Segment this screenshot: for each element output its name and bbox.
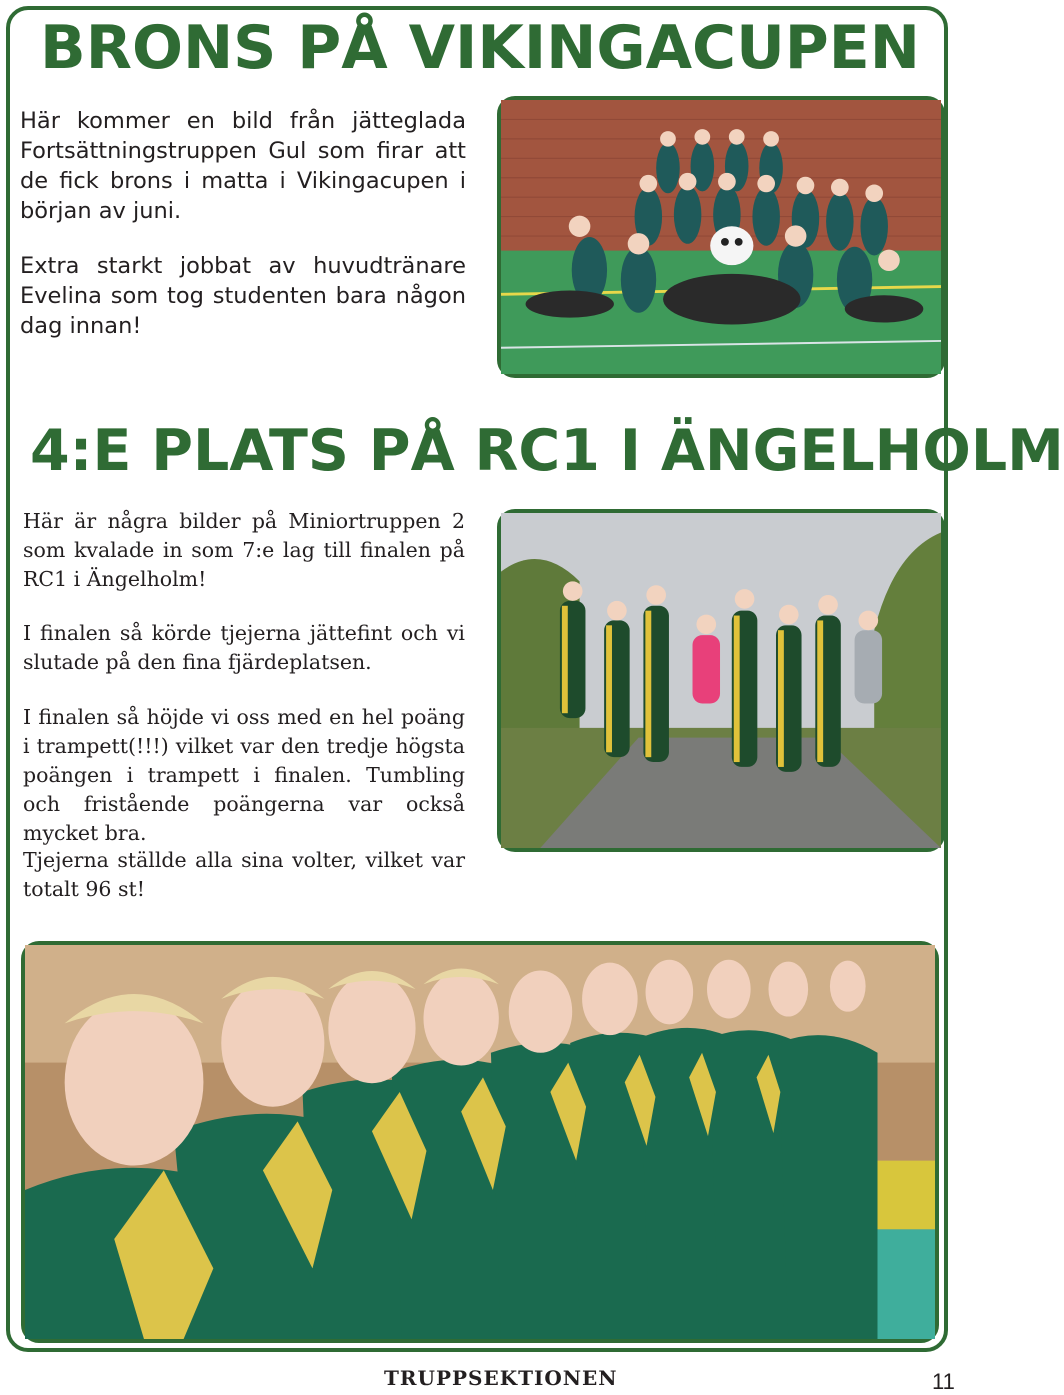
section2-paragraph-1: Här är några bilder på Miniortruppen 2 som kvalade in som 7:e lag till finalen på RC1 i Ängelholm! [23,509,465,591]
section2-paragraph-3: I finalen så höjde vi oss med en hel poäng i trampett(!!!) vilket var den tredje högsta poängen i trampett i finalen. Tumbling och fristående poängerna var också mycket bra. [23,705,465,845]
photo-team-bronze [497,96,945,378]
section1-paragraph-1: Här kommer en bild från jätteglada Fortsättningstruppen Gul som firar att de fick brons i matta i Vikingacupen i början av juni. [20,108,466,224]
section2-paragraph-4: Tjejerna ställde alla sina volter, vilket var totalt 96 st! [23,848,465,901]
section1-title: BRONS PÅ VIKINGACUPEN [40,13,920,83]
section2-paragraph-2: I finalen så körde tjejerna jättefint och vi slutade på den fina fjärdeplatsen. [23,621,465,674]
section2-title: 4:E PLATS PÅ RC1 I ÄNGELHOLM [30,418,1064,484]
photo-team-lineup [21,941,939,1343]
photo-team-jumping [497,509,945,852]
section1-paragraph-2: Extra starkt jobbat av huvudtränare Evelina som tog studenten bara någon dag innan! [20,253,466,339]
footer-section-label: TRUPPSEKTIONEN [384,1366,618,1390]
page-number: 11 [932,1369,955,1394]
